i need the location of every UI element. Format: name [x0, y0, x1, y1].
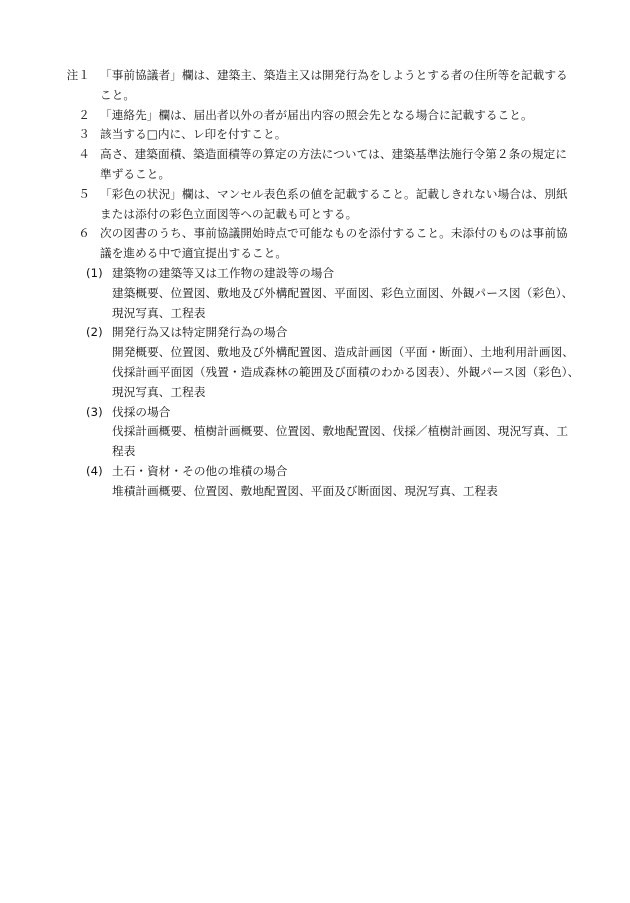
note-line: 次の図書のうち、事前協議開始時点で可能なものを添付すること。未添付のものは事前協	[100, 226, 568, 241]
note-4	[60, 145, 575, 185]
item-number: (3)	[86, 404, 103, 419]
attachment-item-4-details	[60, 482, 575, 502]
note-text	[100, 145, 575, 185]
note-number: ５	[78, 186, 90, 201]
note-line: 「事前協議者」欄は、建築主、築造主又は開発行為をしようとする者の住所等を記載する	[100, 68, 568, 82]
item-detail-line: 現況写真、工程表	[112, 384, 206, 399]
note-text	[100, 125, 575, 145]
note-line: 高さ、建築面積、築造面積等の算定の方法については、建築基準法施行令第２条の規定に	[100, 147, 568, 162]
item-title: 土石・資材・その他の堆積の場合	[112, 463, 288, 478]
note-line: こと。	[100, 87, 136, 102]
item-detail-line: 開発概要、位置図、敷地及び外構配置図、造成計画図（平面・断面）、土地利用計画図、	[112, 345, 574, 360]
attachment-item-4	[60, 462, 575, 482]
note-number: 注１	[66, 68, 90, 82]
note-text	[100, 185, 575, 225]
item-detail-line: 建築概要、位置図、敷地及び外構配置図、平面図、彩色立面図、外観パース図（彩色）、	[112, 285, 574, 300]
item-detail-line: 伐採計画概要、植樹計画概要、位置図、敷地配置図、伐採／植樹計画図、現況写真、工	[112, 424, 569, 439]
note-text	[100, 224, 575, 264]
note-number: ６	[78, 226, 90, 241]
note-line: 「彩色の状況」欄は、マンセル表色系の値を記載すること。記載しきれない場合は、別紙	[100, 186, 568, 201]
attachment-item-3-details	[60, 422, 575, 462]
note-6	[60, 224, 575, 264]
item-detail-line: 程表	[112, 444, 136, 459]
notes-section	[60, 66, 580, 502]
note-line: 準ずること。	[100, 166, 171, 181]
note-number: ４	[78, 147, 90, 162]
item-title: 伐採の場合	[112, 404, 171, 419]
note-line: または添付の彩色立面図等への記載も可とする。	[100, 206, 358, 221]
note-5	[60, 185, 575, 225]
item-detail-line: 堆積計画概要、位置図、敷地配置図、平面及び断面図、現況写真、工程表	[112, 483, 498, 498]
attachment-item-1-details	[60, 284, 575, 324]
note-2	[60, 106, 575, 126]
attachment-item-1	[60, 264, 575, 284]
attachment-item-2	[60, 323, 575, 343]
item-number: (2)	[86, 325, 103, 340]
attachment-item-2-details	[60, 343, 580, 402]
item-detail-line: 現況写真、工程表	[112, 305, 206, 320]
attachment-item-3	[60, 403, 575, 423]
note-number: ２	[78, 107, 90, 122]
note-line: 議を進める中で適宜提出すること。	[100, 246, 288, 261]
note-text	[100, 106, 575, 126]
item-detail-line: 伐採計画平面図（残置・造成森林の範囲及び面積のわかる図表）、外観パース図（彩色）、	[112, 364, 580, 379]
item-title: 開発行為又は特定開発行為の場合	[112, 325, 288, 340]
note-line: 該当する□内に、レ印を付すこと。	[100, 127, 287, 142]
item-number: (4)	[86, 463, 103, 478]
note-3	[60, 125, 575, 145]
item-title: 建築物の建築等又は工作物の建設等の場合	[112, 265, 335, 280]
item-number: (1)	[86, 265, 103, 280]
note-number: ３	[78, 127, 90, 142]
note-line: 「連絡先」欄は、届出者以外の者が届出内容の照会先となる場合に記載すること。	[100, 107, 533, 122]
note-1	[60, 66, 575, 106]
note-text	[100, 66, 575, 106]
